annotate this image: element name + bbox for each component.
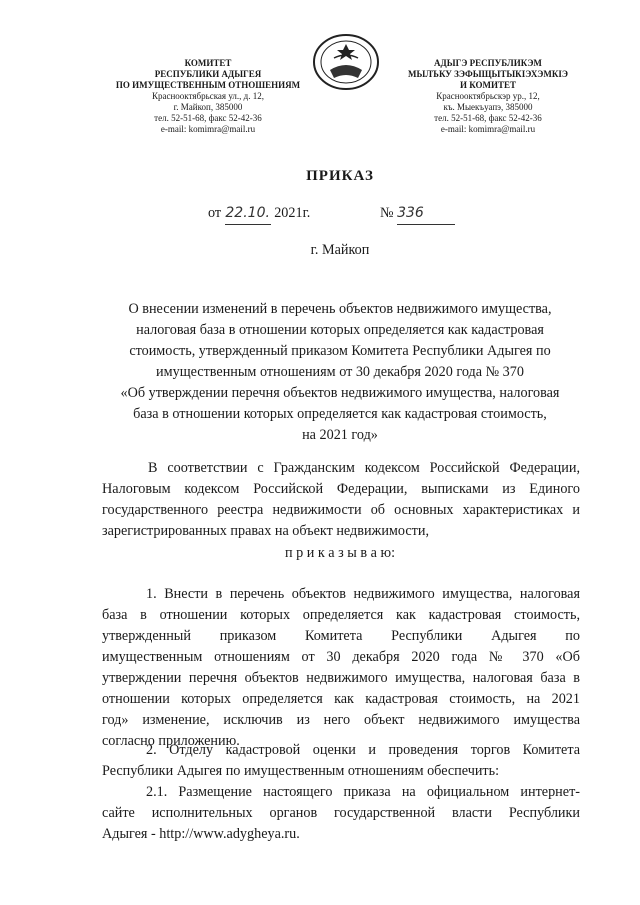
from-label: от [208,205,222,221]
item-1-line: имущественным отношениям от 30 декабря 2020 года № 370 «Об [102,649,580,665]
subject-block [98,299,582,446]
item-2-line: Республики Адыгея по имущественным отношениям обеспечить: [102,763,500,779]
header-right-line: къ. Мыекъуапэ, 385000 [443,102,533,112]
header-left [108,58,308,135]
order-word: п р и к а з ы в а ю: [284,545,396,561]
header-left-line: РЕСПУБЛИКИ АДЫГЕЯ [154,69,262,79]
header-right-line: МЫЛЪКУ ЗЭФЫЩЫТЫКІЭХЭМКІЭ [408,69,568,79]
preamble-line: зарегистрированных правах на объект недвижимости, [102,523,429,539]
subject-line: О внесении изменений в перечень объектов недвижимого имущества, [128,301,552,317]
header-right [388,58,588,135]
preamble-line: государственного реестра недвижимости об основных характеристиках и [102,502,580,518]
city: г. Майкоп [310,242,370,258]
item-2-line: 2. Отделу кадастровой оценки и проведения торгов Комитета [146,742,580,758]
item-2-1-line: Адыгея - http://www.adygheya.ru. [102,826,300,842]
coat-of-arms-emblem [310,32,382,92]
header-right-line: e-mail: komimra@mail.ru [440,124,536,134]
preamble-line: Налоговым кодексом Российской Федерации, выписками из Единого [102,481,580,497]
subject-line: стоимость, утвержденный приказом Комитета Республики Адыгея по [129,343,551,359]
document-title: ПРИКАЗ [306,168,374,184]
header-left-line: КОМИТЕТ [184,58,232,68]
item-1-line: год» изменение, исключив из него объект недвижимого имущества [102,712,580,728]
subject-line: имущественным отношениям от 30 декабря 2020 года № 370 [156,364,524,380]
item-2-1 [102,782,580,845]
handwritten-number: 336 [397,203,455,225]
item-1-line: утвержденный приказом Комитета Республики Адыгея по [102,628,580,644]
item-1-line: согласно приложению. [102,733,240,749]
header-left-line: ПО ИМУЩЕСТВЕННЫМ ОТНОШЕНИЯМ [115,80,301,90]
date-number-line [208,203,310,225]
item-1-line: 1. Внести в перечень объектов недвижимого имущества, налоговая [146,586,580,602]
header-left-line: тел. 52-51-68, факс 52-42-36 [154,113,262,123]
item-1-line: отношении которых определяется как кадастровая стоимость, на 2021 [102,691,580,707]
subject-line: налоговая база в отношении которых определяется как кадастровая [136,322,544,338]
item-2 [102,740,580,782]
subject-line: база в отношении которых определяется как кадастровая стоимость, [133,406,547,422]
year-label: 2021г. [274,205,311,221]
header-right-line: АДЫГЭ РЕСПУБЛИКЭМ [434,58,542,68]
item-2-1-line: 2.1. Размещение настоящего приказа на официальном интернет- [146,784,580,800]
number-sign: № [380,205,394,221]
header-left-line: e-mail: komimra@mail.ru [160,124,256,134]
preamble [102,458,580,542]
item-1-line: утверждении перечня объектов недвижимого имущества, налоговая база в [102,670,580,686]
header-right-line: Краснооктябрьскэр ур., 12, [436,91,540,101]
subject-line: «Об утверждении перечня объектов недвижимого имущества, налоговая [120,385,560,401]
header-left-line: г. Майкоп, 385000 [173,102,243,112]
number-field [380,203,455,225]
preamble-line: В соответствии с Гражданским кодексом Российской Федерации, [148,460,580,476]
item-2-1-line: сайте исполнительных органов государственной власти Республики [102,805,580,821]
subject-line: на 2021 год» [302,427,378,443]
header-left-line: Краснооктябрьская ул., д. 12, [152,91,264,101]
handwritten-date: 22.10. [225,203,271,225]
item-1-line: база в отношении которых определяется как кадастровая стоимость, [102,607,580,623]
header-right-line: тел. 52-51-68, факс 52-42-36 [434,113,542,123]
header-right-line: И КОМИТЕТ [459,80,517,90]
item-1 [102,584,580,752]
